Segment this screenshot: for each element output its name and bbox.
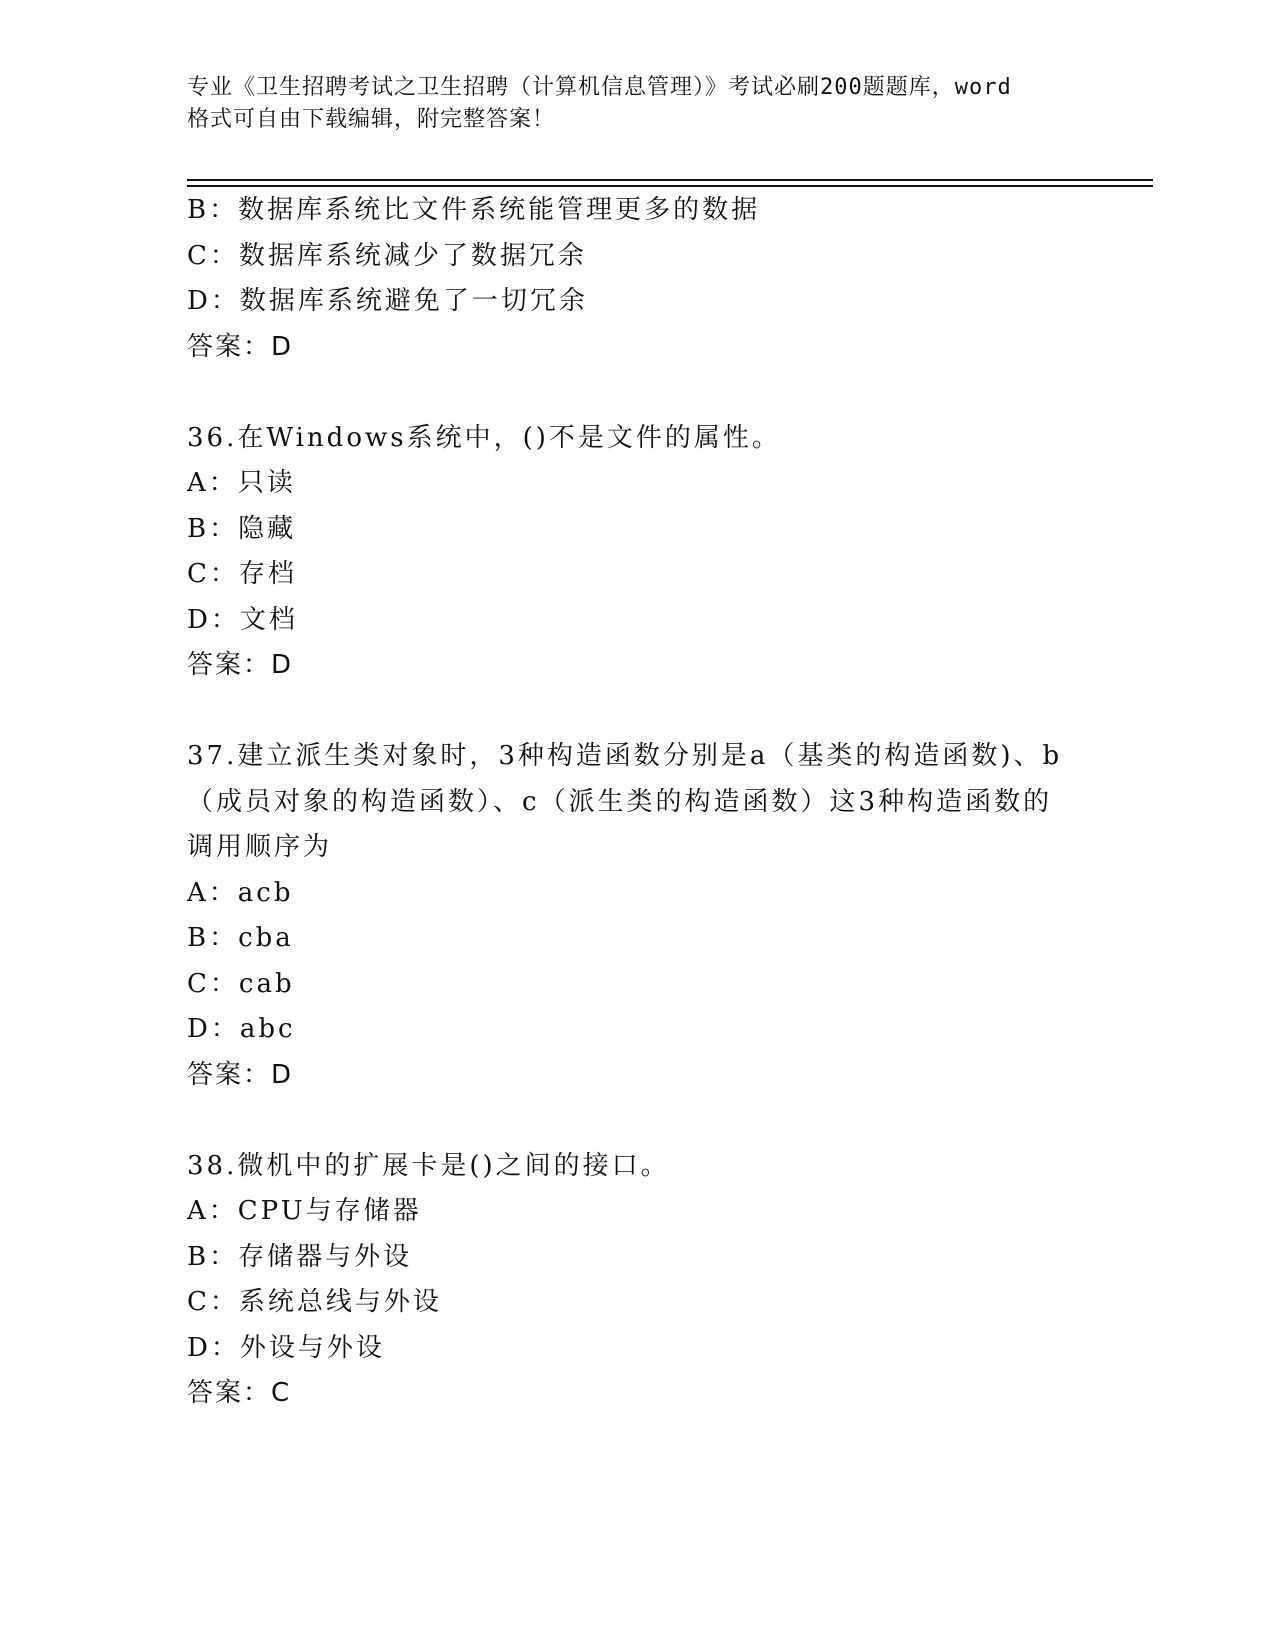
option-d: D：数据库系统避免了一切冗余 <box>187 286 588 316</box>
header-line-1: 专业《卫生招聘考试之卫生招聘（计算机信息管理）》考试必刷200题题库，word <box>187 75 1012 100</box>
question-text-line-1: 37.建立派生类对象时，3种构造函数分别是a（基类的构造函数)、b <box>187 741 1063 771</box>
question-text-line-3: 调用顺序为 <box>187 832 333 862</box>
answer-line: 答案：D <box>187 650 294 680</box>
question-text-line-2: （成员对象的构造函数）、c（派生类的构造函数）这3种构造函数的 <box>187 786 1053 817</box>
option-b: B：隐藏 <box>187 513 297 544</box>
spacer <box>187 370 1087 416</box>
document-header <box>187 72 1087 136</box>
question-35-continued <box>187 188 1087 370</box>
header-line-2: 格式可自由下载编辑，附完整答案！ <box>187 107 556 132</box>
header-divider-top <box>187 179 1153 181</box>
option-b: B：cba <box>187 923 294 953</box>
option-d: D：外设与外设 <box>187 1332 385 1363</box>
question-text: 38.微机中的扩展卡是()之间的接口。 <box>187 1150 670 1181</box>
option-b: B：数据库系统比文件系统能管理更多的数据 <box>187 195 761 225</box>
option-d: D：文档 <box>187 604 298 635</box>
answer-line: 答案：D <box>187 331 294 362</box>
header-divider-bottom <box>187 185 1153 187</box>
option-b: B：存储器与外设 <box>187 1241 413 1272</box>
option-d: D：abc <box>187 1014 296 1044</box>
question-36 <box>187 416 1087 689</box>
option-a: A：acb <box>187 877 294 908</box>
answer-line: 答案：C <box>187 1378 292 1408</box>
spacer <box>187 689 1087 735</box>
spacer <box>187 1098 1087 1144</box>
question-37 <box>187 734 1087 1098</box>
question-38 <box>187 1144 1087 1417</box>
option-c: C：cab <box>187 968 295 999</box>
option-c: C：存档 <box>187 559 297 589</box>
option-c: C：系统总线与外设 <box>187 1287 442 1317</box>
question-list <box>187 188 1087 1417</box>
option-a: A：CPU与存储器 <box>187 1196 422 1226</box>
option-a: A：只读 <box>187 468 296 498</box>
answer-line: 答案：D <box>187 1059 294 1090</box>
question-text: 36.在Windows系统中，()不是文件的属性。 <box>187 422 781 453</box>
option-c: C：数据库系统减少了数据冗余 <box>187 240 587 271</box>
